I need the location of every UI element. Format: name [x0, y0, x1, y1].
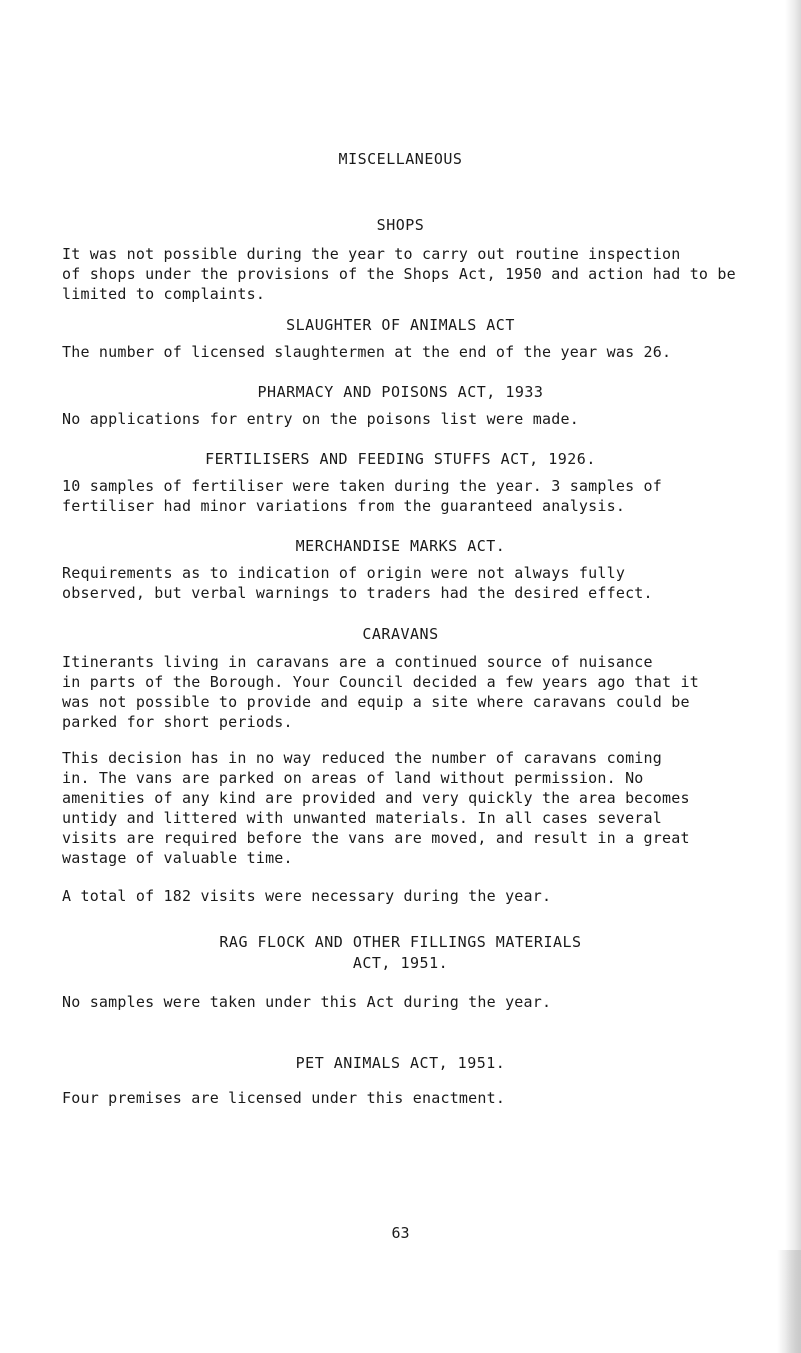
paragraph-caravans-2: This decision has in no way reduced the number of caravans coming in. The vans are parked on areas of land without permission. No amenities of any kind are provided and very quickly the area becomes untidy and littered with unwanted materials. In all cases several visits are required before the vans are moved, and result in a great wastage of valuable time.	[62, 749, 690, 867]
section-heading-shops: SHOPS	[376, 216, 425, 234]
section-heading-merchandise: MERCHANDISE MARKS ACT.	[295, 537, 506, 555]
paragraph-merchandise: Requirements as to indication of origin were not always fully observed, but verbal warnings to traders had the desired effect.	[62, 564, 653, 602]
paragraph-caravans-3: A total of 182 visits were necessary during the year.	[62, 887, 552, 905]
section-heading-pet-animals: PET ANIMALS ACT, 1951.	[295, 1054, 506, 1072]
page-edge	[785, 0, 801, 1353]
section-heading-slaughter: SLAUGHTER OF ANIMALS ACT	[286, 316, 515, 334]
page-title: MISCELLANEOUS	[338, 150, 463, 168]
section-heading-fertilisers: FERTILISERS AND FEEDING STUFFS ACT, 1926.	[205, 450, 596, 468]
paragraph-shops: It was not possible during the year to carry out routine inspection of shops under the provisions of the Shops Act, 1950 and action had to be limited to complaints.	[62, 245, 736, 303]
paragraph-slaughter: The number of licensed slaughtermen at the end of the year was 26.	[62, 343, 672, 361]
section-heading-rag-flock-line2: ACT, 1951.	[352, 954, 449, 972]
page-edge-shadow	[777, 1250, 801, 1353]
paragraph-rag-flock: No samples were taken under this Act during the year.	[62, 993, 552, 1011]
section-heading-rag-flock: RAG FLOCK AND OTHER FILLINGS MATERIALS	[219, 933, 582, 951]
paragraph-pet-animals: Four premises are licensed under this enactment.	[62, 1089, 506, 1107]
section-heading-pharmacy: PHARMACY AND POISONS ACT, 1933	[257, 383, 544, 401]
paragraph-caravans-1: Itinerants living in caravans are a continued source of nuisance in parts of the Borough. Your Council decided a few years ago that it was not possible to provide and equip a site where caravans could be parked for short periods.	[62, 653, 699, 731]
paragraph-fertilisers: 10 samples of fertiliser were taken during the year. 3 samples of fertiliser had minor variations from the guaranteed analysis.	[62, 477, 662, 515]
section-heading-caravans: CARAVANS	[362, 625, 439, 643]
paragraph-pharmacy: No applications for entry on the poisons list were made.	[62, 410, 579, 428]
page-number: 63	[391, 1224, 410, 1242]
